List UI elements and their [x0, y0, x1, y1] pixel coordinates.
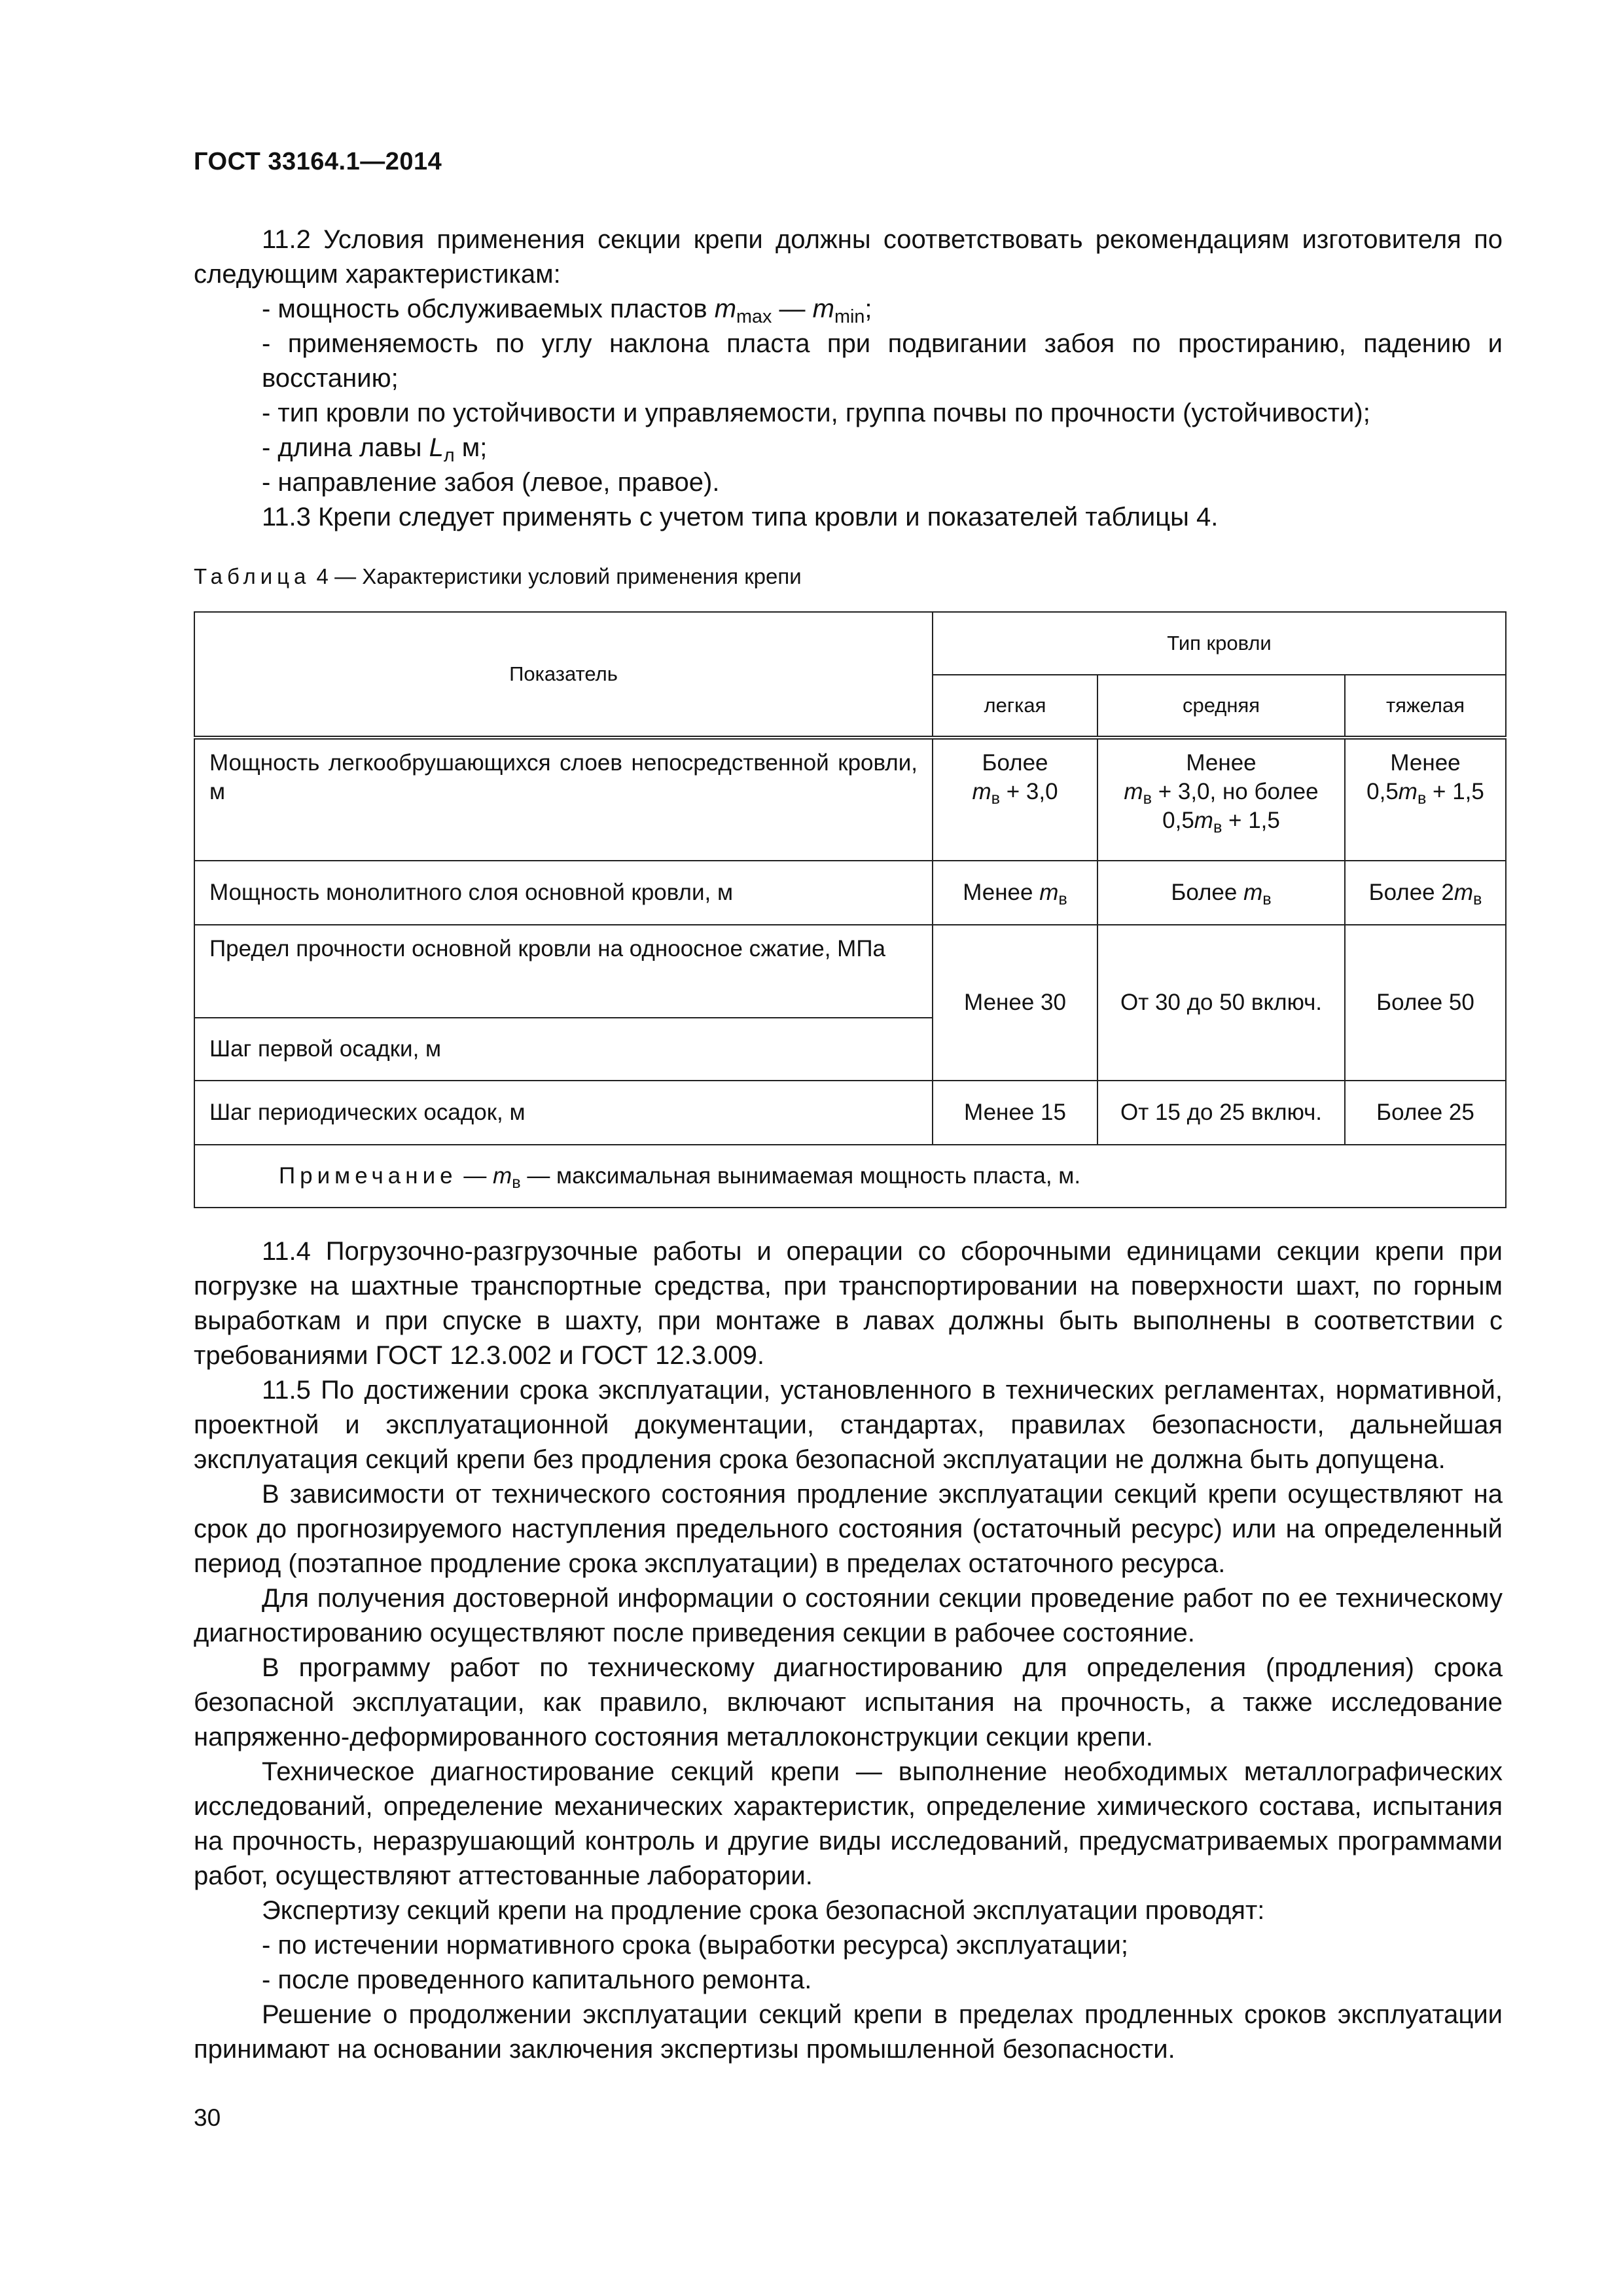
paragraph-11-3: 11.3 Крепи следует применять с учетом типа кровли и показателей таблицы 4. — [262, 503, 1219, 531]
table-row — [194, 1081, 1506, 1145]
cell-heavy: Более $2m_в$ — [1345, 861, 1506, 925]
header-heavy: тяжелая — [1345, 675, 1506, 738]
cell-heavy: Более 25 — [1345, 1081, 1506, 1145]
cell-light: Менее $m_в$ — [933, 861, 1097, 925]
list-item-seam-angle: - применяемость по углу наклона пласта при подвигании забоя по простиранию, падению и восстанию; — [262, 329, 1503, 393]
cell-medium: Менее $m_в + 3,0$, но более $0,5m_в + 1,5$ — [1097, 738, 1345, 861]
cell-light: Менее 15 — [933, 1081, 1097, 1145]
cell-medium: Более $m_в$ — [1097, 861, 1345, 925]
cell-light: Более $m_в + 3,0$ — [933, 738, 1097, 861]
table-row — [194, 925, 1506, 1018]
paragraph-technical-diagnostics: Техническое диагностирование секций крепи — выполнение необходимых металлографических исследований, определение механических характеристик, определение химического состава, испытания на прочность, неразрушающий контроль и другие виды исследований, предусматриваемых программами работ, осуществляют аттестованные лаборатории. — [194, 1757, 1503, 1890]
section-11-2 — [194, 223, 1503, 535]
table-header-row — [194, 612, 1506, 675]
list-item-face-direction: - направление забоя (левое, правое). — [262, 468, 720, 497]
list-item-overhaul: - после проведенного капитального ремонта. — [262, 1965, 812, 1994]
list-item-expiry: - по истечении нормативного срока (выработки ресурса) эксплуатации; — [262, 1931, 1129, 1960]
cell-medium: От 15 до 25 включ. — [1097, 1081, 1345, 1145]
paragraph-11-5: 11.5 По достижении срока эксплуатации, установленного в технических регламентах, нормативной, проектной и эксплуатационной документации, стандартах, правилах безопасности, дальнейшая эксплуатация секций крепи без продления срока безопасной эксплуатации не должна быть допущена. — [194, 1376, 1503, 1474]
header-medium: средняя — [1097, 675, 1345, 738]
paragraph-decision: Решение о продолжении эксплуатации секций крепи в пределах продленных сроков эксплуатации принимают на основании заключения экспертизы промышленной безопасности. — [194, 2000, 1503, 2064]
paragraph-diagnostics-program: В программу работ по техническому диагностированию для определения (продления) срока безопасной эксплуатации, как правило, включают испытания на прочность, а также исследование напряженно-деформированного состояния металлоконструкции секции крепи. — [194, 1653, 1503, 1751]
header-indicator: Показатель — [194, 612, 933, 738]
paragraph-expertise: Экспертизу секций крепи на продление срока безопасной эксплуатации проводят: — [262, 1896, 1265, 1925]
cell-light: Менее 30 — [933, 925, 1097, 1081]
row-label: Шаг первой осадки, м — [194, 1018, 933, 1081]
cell-medium: От 30 до 50 включ. — [1097, 925, 1345, 1081]
cell-heavy: Менее $0,5m_в + 1,5$ — [1345, 738, 1506, 861]
row-label: Мощность легкообрушающихся слоев непосредственной кровли, м — [194, 738, 933, 861]
paragraph-11-2: 11.2 Условия применения секции крепи должны соответствовать рекомендациям изготовителя по следующим характеристикам: — [194, 225, 1503, 289]
row-label: Мощность монолитного слоя основной кровли, м — [194, 861, 933, 925]
list-item-roof-type: - тип кровли по устойчивости и управляемости, группа почвы по прочности (устойчивости); — [262, 399, 1370, 427]
paragraph-11-4: 11.4 Погрузочно-разгрузочные работы и операции со сборочными единицами секции крепи при погрузке на шахтные транспортные средства, при транспортировании на поверхности шахт, по горным выработкам и при спуске в шахту, при монтаже в лавах должны быть выполнены в соответствии с требованиями ГОСТ 12.3.002 и ГОСТ 12.3.009. — [194, 1237, 1503, 1370]
cell-heavy: Более 50 — [1345, 925, 1506, 1081]
list-item-seam-thickness: - мощность обслуживаемых пластов $m_{max}$ — $m_{min}$; — [262, 295, 872, 328]
page-number: 30 — [194, 2104, 221, 2131]
row-label: Шаг периодических осадок, м — [194, 1081, 933, 1145]
row-label: Предел прочности основной кровли на одноосное сжатие, МПа — [194, 925, 933, 1018]
document-header: ГОСТ 33164.1—2014 — [194, 148, 442, 175]
table-4 — [194, 611, 1507, 1208]
header-light: легкая — [933, 675, 1097, 738]
paragraph-extension: В зависимости от технического состояния продление эксплуатации секций крепи осуществляют на срок до прогнозируемого наступления предельного состояния (остаточный ресурс) или на определенный период (поэтапное продление срока эксплуатации) в пределах остаточного ресурса. — [194, 1480, 1503, 1578]
table-note-row — [194, 1145, 1506, 1208]
table-note: Примечание — $m_в$ — максимальная вынимаемая мощность пласта, м. — [194, 1145, 1506, 1208]
paragraph-reliable-info: Для получения достоверной информации о состоянии секции проведение работ по ее техническому диагностированию осуществляют после приведения секции в рабочее состояние. — [194, 1584, 1503, 1647]
section-11-4-11-5 — [194, 1234, 1503, 2067]
table-row — [194, 738, 1506, 861]
list-item-face-length: - длина лавы $L_л$ м; — [262, 433, 488, 467]
table-4-caption: Таблица 4 — Характеристики условий применения крепи — [194, 564, 802, 588]
table-row — [194, 861, 1506, 925]
header-roof-type: Тип кровли — [933, 612, 1506, 675]
